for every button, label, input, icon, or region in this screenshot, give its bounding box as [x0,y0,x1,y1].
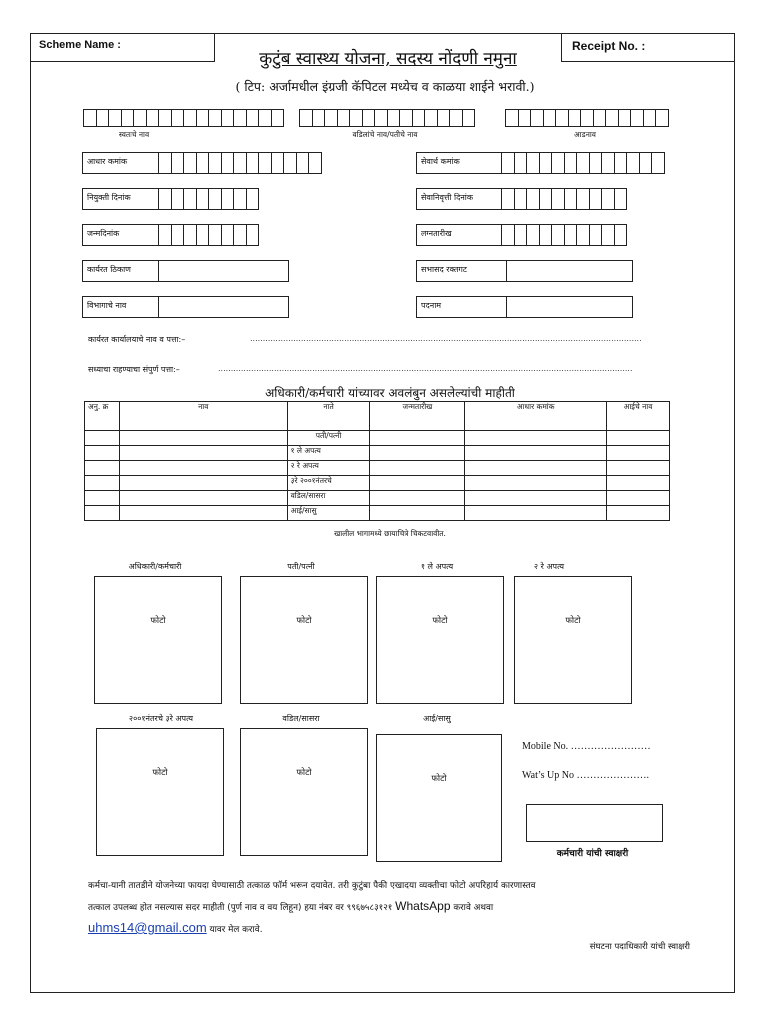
header-mother-name: आईचे नाव [607,402,670,431]
instructions-line-1: कर्मचा-यानी तातडीने योजनेच्या फायदा घेण्यासाठी तत्काळ फॉर्म भरून दयावेत. तरी कुटुंबा पैकी एखादया व्यक्तीचा फोटो अपरिहार्य कारणास्तव [88,881,536,891]
relation-cell: पती/पत्नी [287,431,370,446]
photo-label-child2: २ रे अपत्य [533,562,565,571]
photo-box-spouse[interactable]: फोटो [240,576,368,704]
photo-box-child3[interactable]: फोटो [96,728,224,856]
first-name-caption: स्वतःचे नाव [118,130,150,139]
scheme-name-label: Scheme Name : [30,33,215,62]
father-name-cells[interactable] [300,109,475,127]
whatsapp-number-field[interactable]: Wat’s Up No …………………. [522,770,649,781]
department-input[interactable] [158,296,289,318]
photo-label-father: वडिल/सासरा [282,714,320,723]
photo-label-child1: १ ले अपत्य [420,562,454,571]
surname-cells[interactable] [506,109,669,127]
header-serial: अनु. क्र [85,402,120,431]
aadhar-cells[interactable] [159,152,322,174]
blood-group-label: सभासद रक्तगट [416,260,507,282]
relation-cell: वडिल/सासरा [287,491,370,506]
surname-caption: आडनाव [574,130,596,139]
birth-date-cells[interactable] [159,224,259,246]
table-row[interactable] [85,446,670,461]
header-birthdate: जन्मतारीख [370,402,465,431]
header-aadhar: आधार कमांक [465,402,607,431]
blood-group-input[interactable] [506,260,633,282]
employee-signature-box[interactable] [526,804,663,842]
relation-cell: १ ले अपत्य [287,446,370,461]
form-title: कुटुंब स्वास्थ्य योजना, सदस्य नोंदणी नमुना [259,49,517,69]
designation-input[interactable] [506,296,633,318]
photo-box-child2[interactable]: फोटो [514,576,632,704]
marriage-date-cells[interactable] [502,224,627,246]
employee-signature-label: कर्मचारी यांची स्वाक्षरी [556,849,629,859]
first-name-cells[interactable] [84,109,284,127]
dependents-table [84,401,670,521]
instructions-line-2 [88,896,688,918]
photo-label-spouse: पती/पत्नी [287,562,315,571]
receipt-no-label: Receipt No. : [561,33,735,62]
relation-cell: २ रे अपत्य [287,461,370,476]
appointment-date-cells[interactable] [159,188,259,210]
relation-cell: आई/सासु [287,506,370,521]
retirement-date-label: सेवानिवृत्ती दिनांक [416,188,502,210]
sevarth-cells[interactable] [502,152,665,174]
instructions-line-3b: यावर मेल करावे. [209,925,263,935]
aadhar-label: आधार कमांक [82,152,159,174]
home-address-label: सध्याचा राहण्याचा संपुर्ण पत्ता:– [88,365,180,374]
union-signature-label: संघटना पदाधिकारी यांची स्वाक्षरी [589,942,690,952]
table-header-row [85,402,670,431]
form-subtitle: ( टिप: अर्जामधील इंग्रजी कॅपिटल मध्येच व काळया शाईने भरावी.) [235,79,535,94]
home-address-line[interactable]: ................................................................................................................................................................... [218,364,633,373]
instructions-line-3 [88,918,688,940]
work-place-input[interactable] [158,260,289,282]
dependents-title: अधिकारी/कर्मचारी यांच्यावर अवलंबुन असलेल्यांची माहीती [265,386,515,400]
photo-box-employee[interactable]: फोटो [94,576,222,704]
instructions-line-2b: करावे अथवा [453,903,494,913]
marriage-date-label: लग्नतारीख [416,224,502,246]
header-relation: नाते [287,402,370,431]
father-name-caption: वडिलांचे नाव/पतीचे नाव [352,130,418,139]
table-row[interactable] [85,506,670,521]
table-row[interactable] [85,476,670,491]
photo-box-child1[interactable]: फोटो [376,576,504,704]
photo-note: खालील भागामध्ये छायाचित्रे चिकटवावीत. [334,529,446,538]
photo-label-employee: अधिकारी/कर्मचारी [128,562,182,571]
header-name: नाव [119,402,287,431]
instructions-line-2a: तत्काल उपलब्ध होत नसल्यास सदर माहीती (पुर्ण नाव व वय लिहून) हया नंबर वर ९९६७५८३१२१ [88,903,393,913]
retirement-date-cells[interactable] [502,188,627,210]
appointment-date-label: नियुक्ती दिनांक [82,188,159,210]
office-address-label: कार्यरत कार्यालयाचे नाव व पत्ता:– [88,335,186,344]
photo-box-father[interactable]: फोटो [240,728,368,856]
sevarth-label: सेवार्थ कमांक [416,152,502,174]
photo-label-mother: आई/सासु [423,714,451,723]
table-row[interactable] [85,431,670,446]
mobile-number-field[interactable]: Mobile No. …………………… [522,741,651,752]
whatsapp-text: WhatsApp [395,899,451,913]
birth-date-label: जन्मदिनांक [82,224,159,246]
email-link[interactable]: uhms14@gmail.com [88,920,207,935]
work-place-label: कार्यरत ठिकाण [82,260,159,282]
photo-box-mother[interactable]: फोटो [376,734,502,862]
office-address-line[interactable]: .......................................................................................................................................................... [250,334,642,343]
table-row[interactable] [85,461,670,476]
photo-label-child3: २००१नंतरचे ३रे अपत्य [128,714,194,723]
relation-cell: ३रे २००१नंतरचे [287,476,370,491]
department-label: विभागाचे नाव [82,296,159,318]
instructions-paragraph [88,876,688,940]
table-row[interactable] [85,491,670,506]
designation-label: पदनाम [416,296,507,318]
